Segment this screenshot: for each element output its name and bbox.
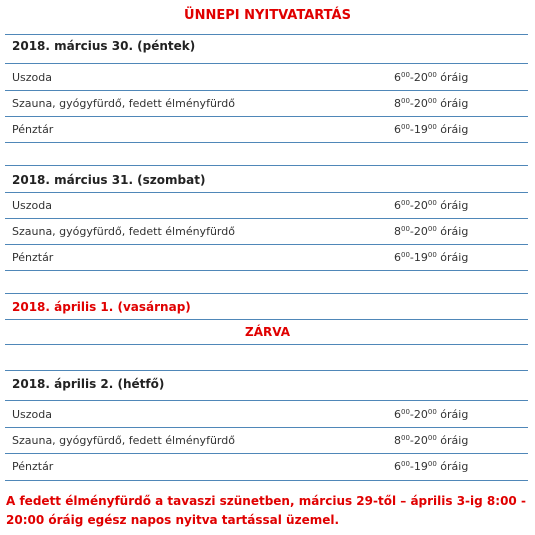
opening-time: $6^{00}-19^{00}$ óráig (394, 123, 469, 136)
day-heading: 2018. április 2. (hétfő) (12, 377, 165, 391)
opening-time: $8^{00}-20^{00}$ óráig (394, 225, 469, 238)
facility-name: Szauna, gyógyfürdő, fedett élményfürdő (12, 225, 235, 238)
opening-time: $6^{00}-19^{00}$ óráig (394, 460, 469, 473)
page-title: ÜNNEPI NYITVATARTÁS (184, 8, 351, 23)
divider (5, 165, 528, 166)
divider (5, 480, 528, 481)
divider (5, 319, 528, 320)
divider (5, 344, 528, 345)
opening-time: $6^{00}-19^{00}$ óráig (394, 251, 469, 264)
divider (5, 34, 528, 35)
divider (5, 400, 528, 401)
facility-name: Pénztár (12, 460, 54, 473)
closed-label: ZÁRVA (245, 325, 290, 339)
day-heading: 2018. április 1. (vasárnap) (12, 300, 191, 314)
divider (5, 293, 528, 294)
divider (5, 90, 528, 91)
divider (5, 142, 528, 143)
divider (5, 270, 528, 271)
facility-name: Pénztár (12, 251, 54, 264)
opening-time: $6^{00}-20^{00}$ óráig (394, 408, 469, 421)
divider (5, 427, 528, 428)
divider (5, 453, 528, 454)
divider (5, 244, 528, 245)
opening-time: $6^{00}-20^{00}$ óráig (394, 199, 469, 212)
day-heading: 2018. március 31. (szombat) (12, 173, 206, 187)
opening-time: $6^{00}-20^{00}$ óráig (394, 71, 469, 84)
day-heading: 2018. március 30. (péntek) (12, 39, 196, 53)
divider (5, 192, 528, 193)
opening-time: $8^{00}-20^{00}$ óráig (394, 97, 469, 110)
facility-name: Szauna, gyógyfürdő, fedett élményfürdő (12, 97, 235, 110)
notice-text: A fedett élményfürdő a tavaszi szünetben, március 29-től – április 3-ig 8:00 - 20:00 óráig egész napos nyitva tartással üzemel. (6, 494, 526, 527)
opening-time: $8^{00}-20^{00}$ óráig (394, 434, 469, 447)
facility-name: Szauna, gyógyfürdő, fedett élményfürdő (12, 434, 235, 447)
facility-name: Uszoda (12, 408, 53, 421)
divider (5, 218, 528, 219)
divider (5, 63, 528, 64)
divider (5, 116, 528, 117)
facility-name: Uszoda (12, 199, 53, 212)
divider (5, 370, 528, 371)
facility-name: Uszoda (12, 71, 53, 84)
facility-name: Pénztár (12, 123, 54, 136)
